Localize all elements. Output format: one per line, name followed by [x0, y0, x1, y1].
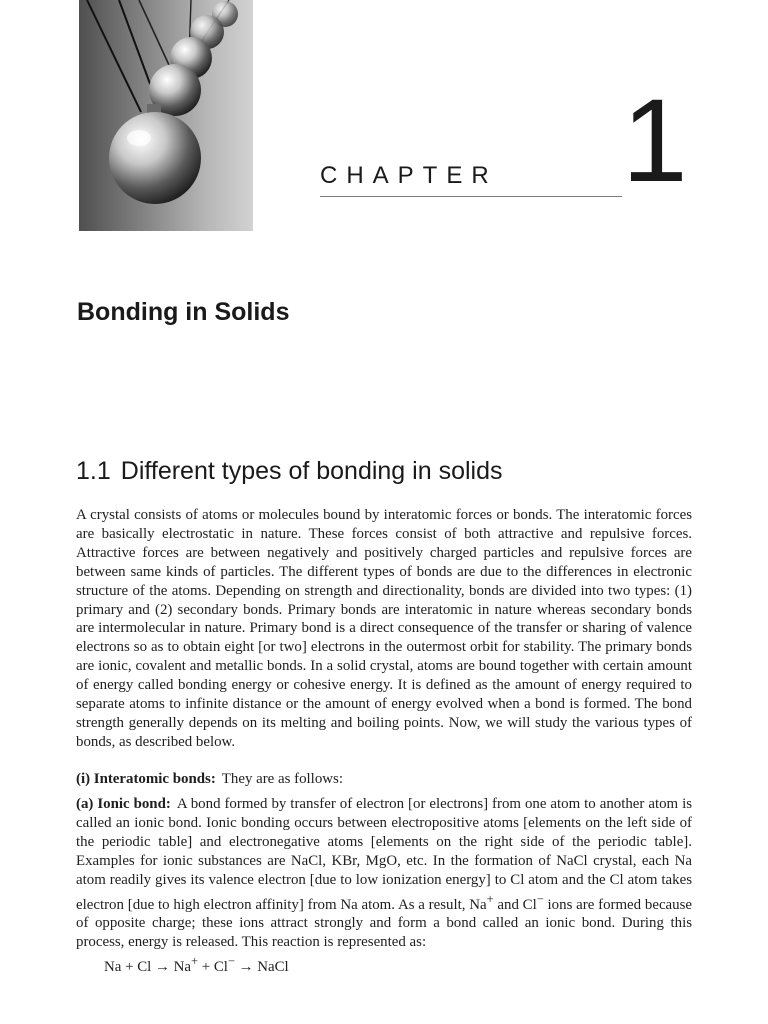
interatomic-bonds-text: They are as follows:: [221, 771, 343, 787]
chapter-title: Bonding in Solids: [77, 298, 290, 326]
ionic-text-2: and Cl: [493, 896, 537, 913]
interatomic-bonds-label: (i) Interatomic bonds:: [76, 771, 216, 787]
interatomic-bonds-heading: [76, 770, 343, 789]
chapter-photo-newtons-cradle: [79, 0, 253, 231]
equation-rhs: → NaCl: [234, 958, 289, 975]
equation-cl-charge: −: [227, 954, 235, 968]
ionic-bond-paragraph: [76, 795, 692, 952]
chapter-rule: [320, 196, 622, 197]
equation-mid: + Cl: [197, 958, 228, 975]
na-ion-charge: +: [486, 891, 494, 906]
reaction-equation: [104, 952, 289, 977]
section-number: 1.1: [76, 457, 111, 485]
cl-ion-charge: −: [536, 891, 544, 906]
chapter-label: CHAPTER: [320, 162, 498, 189]
chapter-number: 1: [622, 75, 688, 207]
equation-na-charge: +: [190, 954, 198, 968]
ionic-text-1: A bond formed by transfer of electron [or electrons] from one atom to another atom is called an ionic bond. Ionic bonding occurs between electropositive atoms [elements on the left side of the periodic table] and electronegative atoms [elements on the right side of the periodic table]. Examples for ionic substances are NaCl, KBr, MgO, etc. In the formation of NaCl crystal, each Na atom readily gives its valence electron [due to low ionization energy] to Cl atom and the Cl atom takes electron [due to high electron affinity] from Na atom. As a result, Na: [76, 796, 693, 913]
ionic-text-3: ions are formed because of opposite charge; these ions attract strongly and form a bond called an ionic bond. During this process, energy is released. This reaction is represented as:: [76, 896, 693, 951]
section-title: Different types of bonding in solids: [120, 457, 503, 485]
intro-paragraph: A crystal consists of atoms or molecules bound by interatomic forces or bonds. The interatomic forces are basically electrostatic in nature. These forces consist of both attractive and repulsive forces. Attractive forces are between negatively and positively charged particles and repulsive forces are between same kinds of particles. The different types of bonds are due to the differences in electronic structure of the atoms. Depending on strength and directionality, bonds are divided into two types: (1) primary and (2) secondary bonds. Primary bonds are interatomic in nature whereas secondary bonds are intermolecular in nature. Primary bond is a direct consequence of the transfer or sharing of valence electrons so as to obtain eight [or two] electrons in the outermost orbit for stability. The primary bonds are ionic, covalent and metallic bonds. In a solid crystal, atoms are bound together with certain amount of energy called bonding energy or cohesive energy. It is defined as the amount of energy required to separate atoms to infinite distance or the amount of energy evolved when a bond is formed. The bond strength generally depends on its melting and boiling points. Now, we will study the various types of bonds, as described below.: [76, 507, 692, 750]
equation-lhs: Na + Cl → Na: [104, 958, 191, 975]
section-heading: [76, 457, 502, 486]
ionic-bond-label: (a) Ionic bond:: [76, 796, 171, 812]
